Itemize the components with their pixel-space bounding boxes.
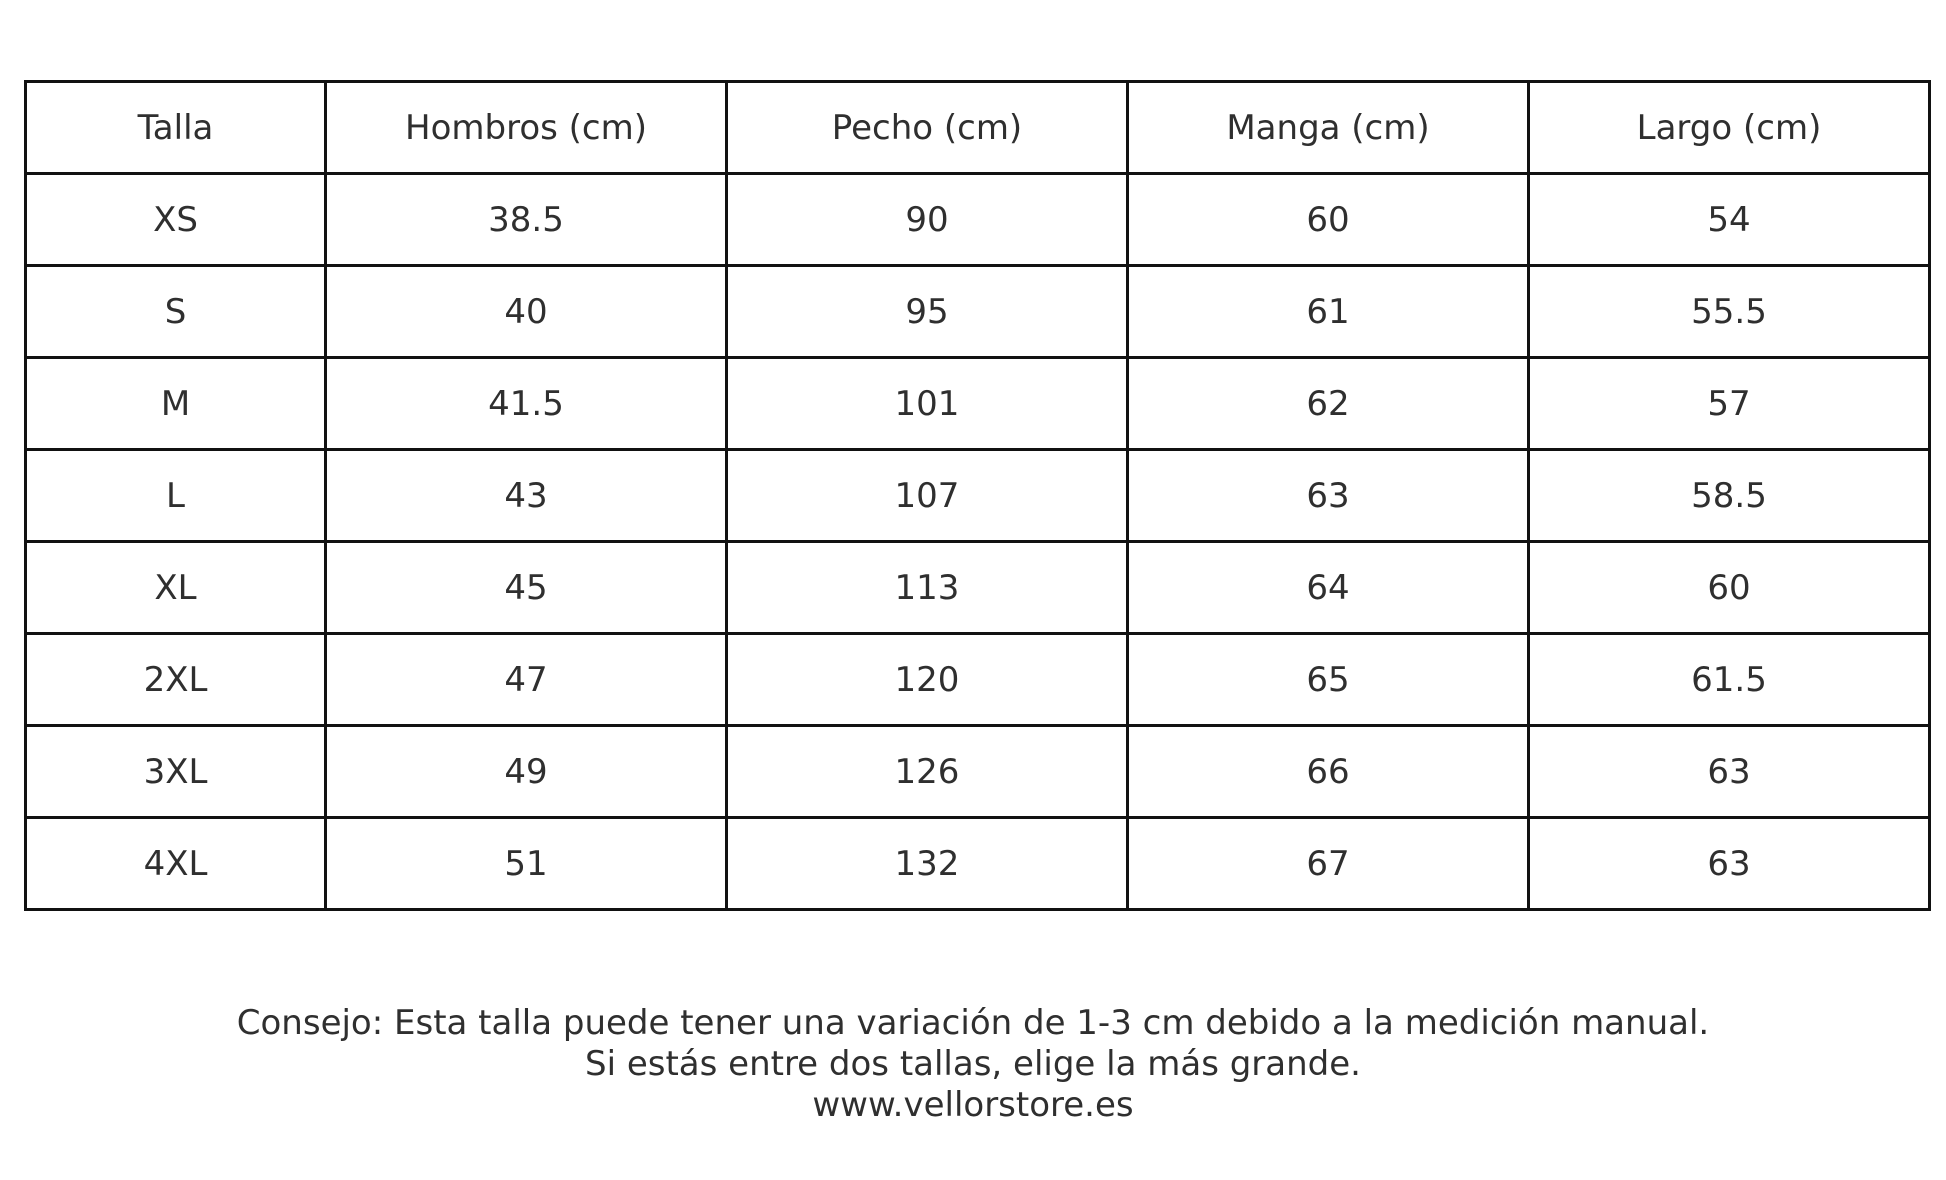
cell-talla: 2XL	[26, 634, 326, 726]
cell-largo: 61.5	[1529, 634, 1930, 726]
cell-hombros: 45	[326, 542, 727, 634]
sizing-tip-text: Consejo: Esta talla puede tener una variación de 1-3 cm debido a la medición manual.	[236, 1003, 1710, 1043]
cell-talla: L	[26, 450, 326, 542]
cell-manga: 64	[1128, 542, 1529, 634]
cell-pecho: 126	[727, 726, 1128, 818]
header-hombros: Hombros (cm)	[326, 82, 727, 174]
table-row	[26, 450, 1930, 542]
cell-talla: S	[26, 266, 326, 358]
cell-manga: 66	[1128, 726, 1529, 818]
cell-pecho: 113	[727, 542, 1128, 634]
cell-manga: 61	[1128, 266, 1529, 358]
cell-largo: 60	[1529, 542, 1930, 634]
cell-largo: 63	[1529, 818, 1930, 910]
cell-hombros: 41.5	[326, 358, 727, 450]
cell-talla: M	[26, 358, 326, 450]
cell-largo: 58.5	[1529, 450, 1930, 542]
header-manga: Manga (cm)	[1128, 82, 1529, 174]
cell-largo: 57	[1529, 358, 1930, 450]
cell-hombros: 43	[326, 450, 727, 542]
sizing-advice-text: Si estás entre dos tallas, elige la más grande.	[585, 1044, 1361, 1084]
table-row	[26, 634, 1930, 726]
cell-hombros: 40	[326, 266, 727, 358]
cell-pecho: 120	[727, 634, 1128, 726]
cell-largo: 63	[1529, 726, 1930, 818]
cell-talla: 4XL	[26, 818, 326, 910]
cell-hombros: 49	[326, 726, 727, 818]
header-talla: Talla	[26, 82, 326, 174]
cell-manga: 65	[1128, 634, 1529, 726]
table-header	[26, 82, 1930, 174]
cell-hombros: 38.5	[326, 174, 727, 266]
table-row	[26, 818, 1930, 910]
cell-pecho: 90	[727, 174, 1128, 266]
table-row	[26, 542, 1930, 634]
table-row	[26, 266, 1930, 358]
header-pecho: Pecho (cm)	[727, 82, 1128, 174]
cell-manga: 67	[1128, 818, 1529, 910]
cell-pecho: 101	[727, 358, 1128, 450]
size-chart-table	[24, 80, 1931, 911]
cell-largo: 54	[1529, 174, 1930, 266]
sizing-note	[0, 1003, 1946, 1126]
table-row	[26, 358, 1930, 450]
header-largo: Largo (cm)	[1529, 82, 1930, 174]
header-row	[26, 82, 1930, 174]
table-row	[26, 174, 1930, 266]
cell-hombros: 51	[326, 818, 727, 910]
store-website-text: www.vellorstore.es	[812, 1085, 1134, 1125]
cell-largo: 55.5	[1529, 266, 1930, 358]
cell-hombros: 47	[326, 634, 727, 726]
cell-talla: 3XL	[26, 726, 326, 818]
cell-pecho: 107	[727, 450, 1128, 542]
cell-manga: 60	[1128, 174, 1529, 266]
cell-manga: 63	[1128, 450, 1529, 542]
table-body	[26, 174, 1930, 910]
cell-talla: XS	[26, 174, 326, 266]
table-row	[26, 726, 1930, 818]
cell-manga: 62	[1128, 358, 1529, 450]
cell-talla: XL	[26, 542, 326, 634]
cell-pecho: 95	[727, 266, 1128, 358]
cell-pecho: 132	[727, 818, 1128, 910]
